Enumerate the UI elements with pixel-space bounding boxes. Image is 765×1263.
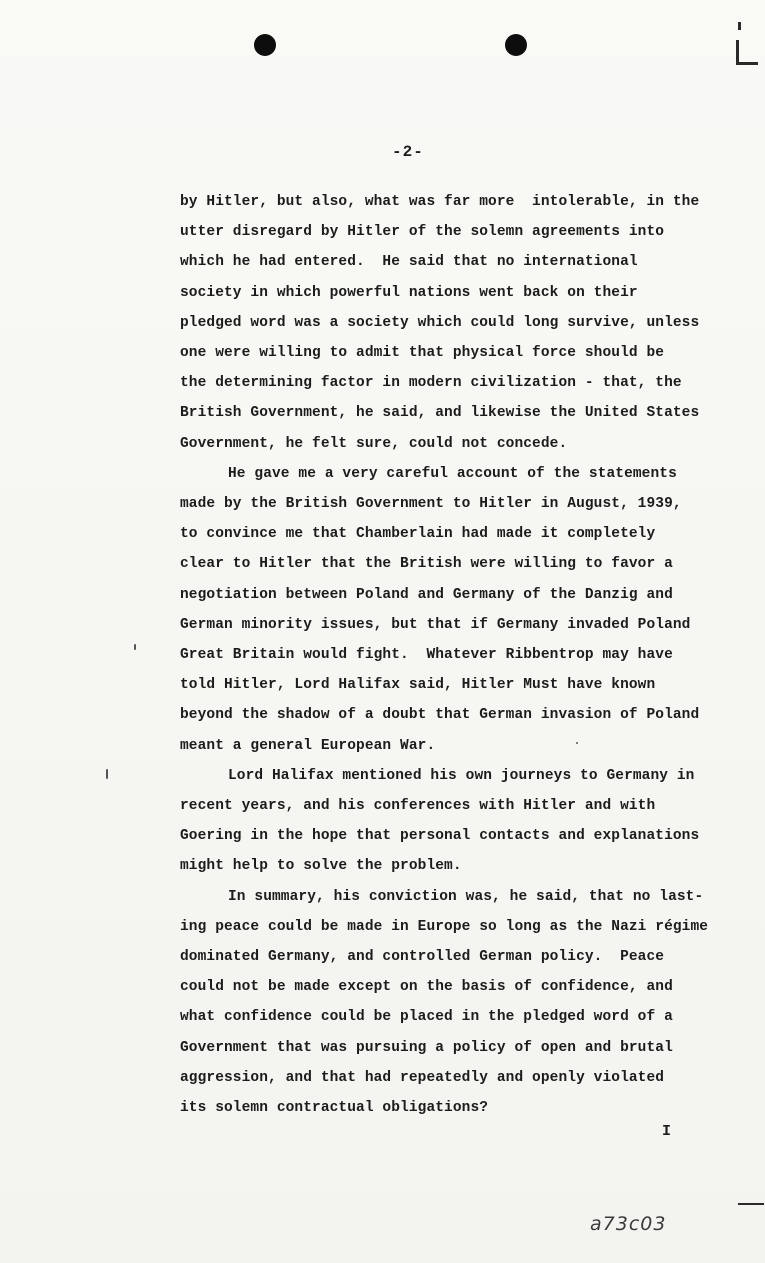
text-line: told Hitler, Lord Halifax said, Hitler Must have known <box>180 677 656 694</box>
text-line: clear to Hitler that the British were willing to favor a <box>180 556 673 573</box>
paragraph-start-line: In summary, his conviction was, he said, that no last- <box>228 888 704 905</box>
text-line: by Hitler, but also, what was far more intolerable, in the <box>180 194 700 210</box>
text-line: made by the British Government to Hitler in August, 1939, <box>180 496 682 513</box>
page-number: -2- <box>392 143 424 161</box>
text-line: Government, he felt sure, could not concede. <box>180 435 568 452</box>
text-line: recent years, and his conferences with Hitler and with <box>180 798 656 815</box>
text-line: Government that was pursuing a policy of open and brutal <box>180 1039 673 1056</box>
text-line: to convince me that Chamberlain had made it completely <box>180 526 656 543</box>
text-line: German minority issues, but that if Germany invaded Poland <box>180 616 691 633</box>
text-line: its solemn contractual obligations? <box>180 1100 489 1117</box>
handwritten-document-id: a73c03 <box>590 1213 667 1235</box>
paragraph-start-line: Lord Halifax mentioned his own journeys to Germany in <box>228 767 695 784</box>
letter-body <box>180 187 740 1123</box>
edge-mark-bottom-right <box>738 1203 764 1205</box>
text-line: pledged word was a society which could long survive, unless <box>180 314 700 331</box>
text-line: Great Britain would fight. Whatever Ribbentrop may have <box>180 647 673 664</box>
margin-speck <box>106 769 108 779</box>
text-line: beyond the shadow of a doubt that German invasion of Poland <box>180 707 700 724</box>
text-line: utter disregard by Hitler of the solemn agreements into <box>180 224 665 241</box>
text-line: aggression, and that had repeatedly and openly violated <box>180 1069 665 1086</box>
text-line: could not be made except on the basis of confidence, and <box>180 979 673 996</box>
text-line: Goering in the hope that personal contacts and explanations <box>180 828 700 845</box>
catchword: I <box>662 1123 672 1140</box>
edge-mark-right-bracket <box>736 40 739 64</box>
text-line: one were willing to admit that physical force should be <box>180 345 665 362</box>
text-line: might help to solve the problem. <box>180 858 462 875</box>
text-line: which he had entered. He said that no international <box>180 254 638 271</box>
text-line: the determining factor in modern civilization - that, the <box>180 375 682 392</box>
text-line: negotiation between Poland and Germany of the Danzig and <box>180 586 673 603</box>
punch-hole-left <box>254 34 276 56</box>
text-line: dominated Germany, and controlled German policy. Peace <box>180 949 665 966</box>
text-line: meant a general European War. <box>180 737 436 754</box>
text-line: society in which powerful nations went back on their <box>180 284 638 301</box>
punch-hole-right <box>505 34 527 56</box>
text-line: ing peace could be made in Europe so long as the Nazi régime <box>180 918 709 935</box>
margin-speck <box>134 644 136 650</box>
edge-mark-right-foot <box>736 62 758 65</box>
edge-mark-top-right <box>738 22 741 30</box>
text-line: British Government, he said, and likewise the United States <box>180 405 700 422</box>
paragraph-start-line: He gave me a very careful account of the statements <box>228 465 677 482</box>
text-line: what confidence could be placed in the pledged word of a <box>180 1009 673 1026</box>
